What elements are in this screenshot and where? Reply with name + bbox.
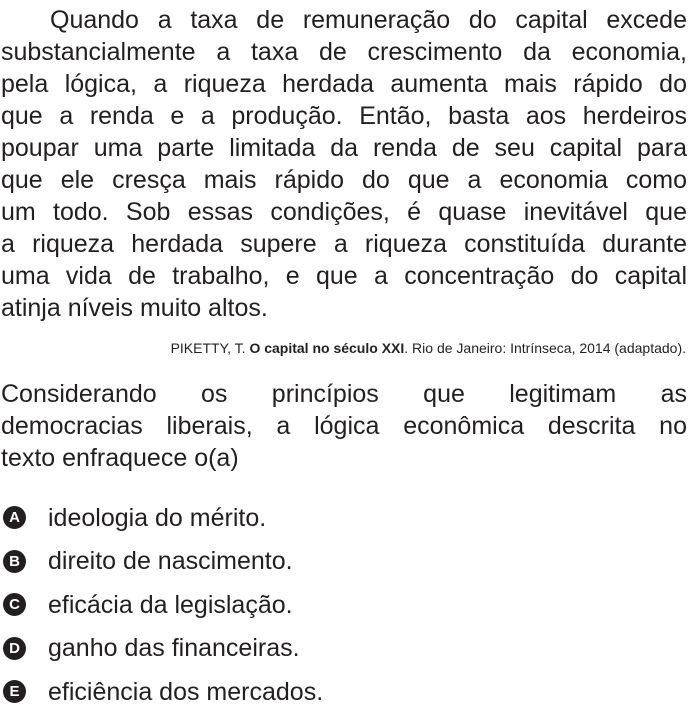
answer-options bbox=[0, 496, 686, 714]
question-line: Considerando os princípios que legitimam as bbox=[1, 380, 687, 408]
option-text: eficácia da legislação. bbox=[48, 590, 293, 619]
passage-line: poupar uma parte limitada da renda de seu capital para bbox=[1, 134, 687, 162]
source-citation bbox=[171, 339, 686, 357]
option-e[interactable] bbox=[0, 670, 686, 714]
option-d[interactable] bbox=[0, 627, 686, 671]
option-text: ideologia do mérito. bbox=[48, 503, 267, 532]
option-letter-badge: A bbox=[3, 506, 26, 529]
question-line: democracias liberais, a lógica econômica descrita no bbox=[1, 412, 687, 440]
option-letter-badge: D bbox=[3, 637, 26, 660]
option-letter-badge: E bbox=[3, 680, 26, 703]
passage-line: pela lógica, a riqueza herdada aumenta mais rápido do bbox=[1, 70, 687, 98]
passage-line: que ele cresça mais rápido do que a economia como bbox=[1, 166, 687, 194]
option-a[interactable] bbox=[0, 496, 686, 540]
option-letter-badge: C bbox=[3, 593, 26, 616]
option-text: eficiência dos mercados. bbox=[48, 677, 324, 706]
passage-line: substancialmente a taxa de crescimento da economia, bbox=[1, 38, 687, 66]
passage-line: Quando a taxa de remuneração do capital excede bbox=[50, 6, 687, 34]
passage-line: um todo. Sob essas condições, é quase inevitável que bbox=[1, 198, 687, 226]
question-line: texto enfraquece o(a) bbox=[1, 444, 239, 472]
option-letter-badge: B bbox=[3, 550, 26, 573]
option-c[interactable] bbox=[0, 583, 686, 627]
source-passage bbox=[1, 4, 687, 324]
passage-line: que a renda e a produção. Então, basta aos herdeiros bbox=[1, 102, 687, 130]
passage-line: a riqueza herdada supere a riqueza constituída durante bbox=[1, 230, 687, 258]
citation-details: . Rio de Janeiro: Intrínseca, 2014 (adaptado). bbox=[404, 340, 686, 356]
citation-author: PIKETTY, T. bbox=[170, 340, 250, 356]
question-stem bbox=[1, 378, 687, 474]
option-text: ganho das financeiras. bbox=[48, 634, 300, 663]
option-b[interactable] bbox=[0, 540, 686, 584]
citation-title: O capital no século XXI bbox=[249, 340, 405, 356]
passage-line: uma vida de trabalho, e que a concentração do capital bbox=[1, 262, 687, 290]
passage-line: atinja níveis muito altos. bbox=[1, 294, 268, 322]
option-text: direito de nascimento. bbox=[48, 547, 293, 576]
